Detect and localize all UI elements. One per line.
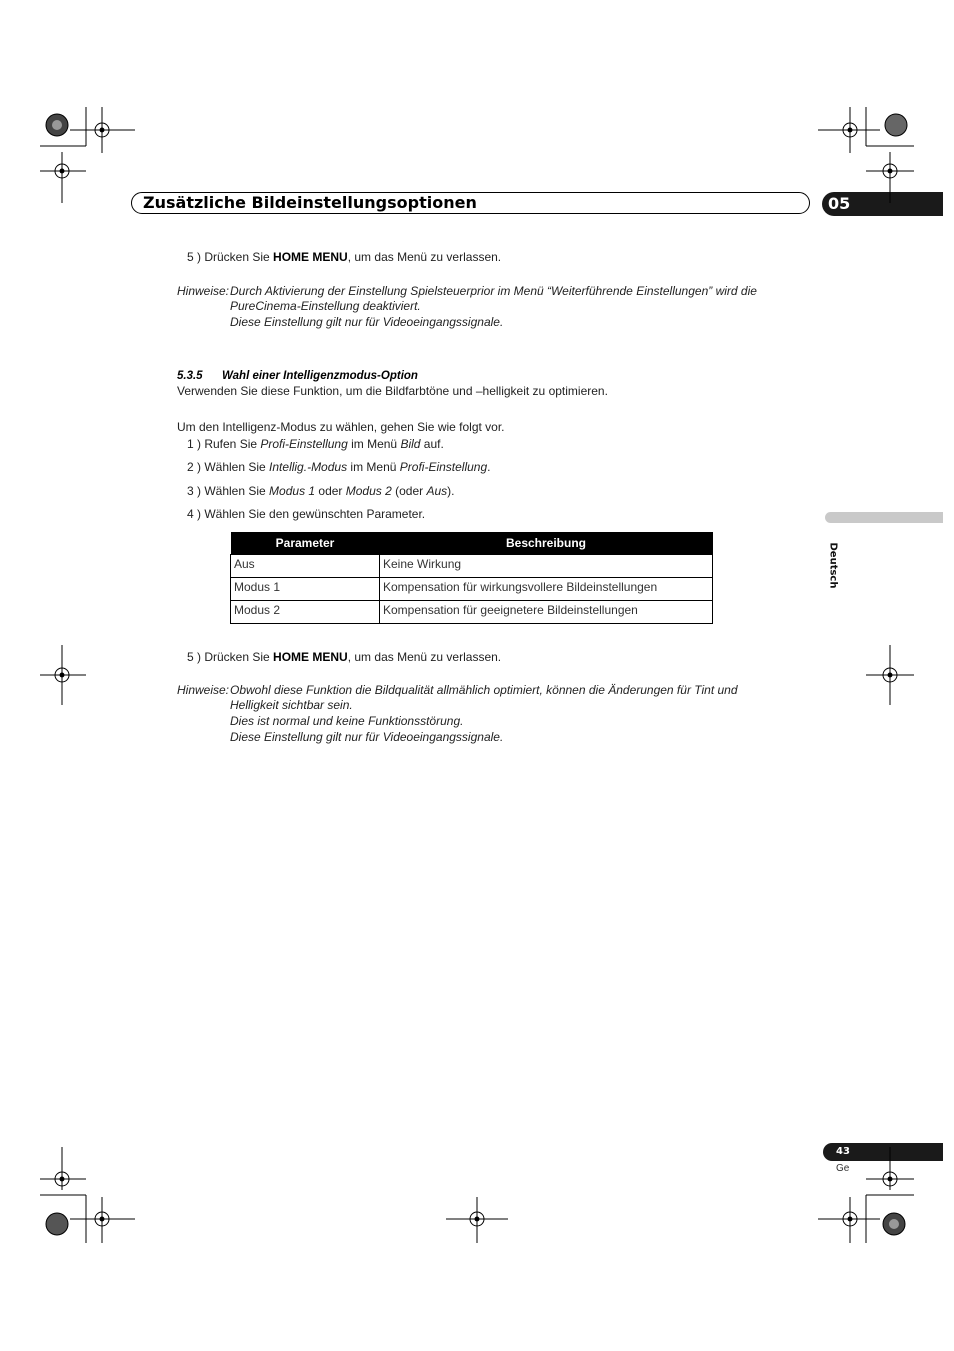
column-header-description: Beschreibung (380, 532, 713, 555)
note-2: Diese Einstellung gilt nur für Videoeingangssignale. (230, 315, 504, 329)
note-1b: PureCinema-Einstellung deaktiviert. (230, 299, 421, 313)
page-number: 43 (836, 1146, 850, 1157)
menu-name: Profi-Einstellung (399, 460, 488, 474)
note-b2-2: Dies ist normal und keine Funktionsstörung. (230, 714, 464, 728)
step-text: 1 ) Rufen Sie (187, 437, 261, 451)
step-text-end: , um das Menü zu verlassen. (347, 650, 502, 664)
step-text: ). (447, 484, 455, 498)
option: Aus (426, 484, 448, 498)
column-header-parameter: Parameter (231, 532, 380, 555)
note-b2-1b: Helligkeit sichtbar sein. (230, 698, 353, 712)
key-home-menu: HOME MENU (273, 250, 348, 264)
page-title: Zusätzliche Bildeinstellungsoptionen (143, 193, 477, 212)
step-text: 5 ) Drücken Sie (187, 250, 274, 264)
page-language: Ge (836, 1163, 850, 1174)
step-text: auf. (420, 437, 444, 451)
section-number: 5.3.5 (177, 370, 203, 382)
step-text-end: , um das Menü zu verlassen. (347, 250, 502, 264)
note-1a: Durch Aktivierung der Einstellung Spielsteuerprior im Menü “Weiterführende Einstellungen” wird die (230, 284, 757, 298)
section-intro: Verwenden Sie diese Funktion, um die Bildfarbtöne und –helligkeit zu optimieren. (177, 384, 608, 398)
cell-parameter: Modus 1 (231, 578, 380, 601)
chapter-number: 05 (828, 194, 851, 213)
step-text: . (487, 460, 491, 474)
menu-item: Profi-Einstellung (260, 437, 348, 451)
step-text: 2 ) Wählen Sie (187, 460, 270, 474)
note-b2-1a: Obwohl diese Funktion die Bildqualität allmählich optimiert, können die Änderungen für Tint und (230, 683, 738, 697)
option: Modus 2 (345, 484, 392, 498)
option: Modus 1 (269, 484, 316, 498)
cell-description: Kompensation für geeignetere Bildeinstellungen (380, 601, 713, 624)
language-label: Deutsch (827, 542, 839, 589)
note-label-2: Hinweise: (177, 683, 230, 697)
cell-parameter: Modus 2 (231, 601, 380, 624)
section-lead: Um den Intelligenz-Modus zu wählen, gehen Sie wie folgt vor. (177, 420, 505, 434)
menu-name: Bild (400, 437, 421, 451)
cell-parameter: Aus (231, 555, 380, 578)
step-text: 3 ) Wählen Sie (187, 484, 270, 498)
note-b2-3: Diese Einstellung gilt nur für Videoeingangssignale. (230, 730, 504, 744)
step-text: (oder (391, 484, 427, 498)
step-text: im Menü (347, 437, 401, 451)
menu-item: Intellig.-Modus (269, 460, 348, 474)
step-text: im Menü (347, 460, 400, 474)
step-text: 5 ) Drücken Sie (187, 650, 274, 664)
note-label-1: Hinweise: (177, 284, 230, 298)
key-home-menu: HOME MENU (273, 650, 348, 664)
step-4: 4 ) Wählen Sie den gewünschten Parameter. (187, 507, 426, 521)
cell-description: Kompensation für wirkungsvollere Bildeinstellungen (380, 578, 713, 601)
section-title: Wahl einer Intelligenzmodus-Option (222, 370, 418, 382)
cell-description: Keine Wirkung (380, 555, 713, 578)
step-text: oder (315, 484, 346, 498)
